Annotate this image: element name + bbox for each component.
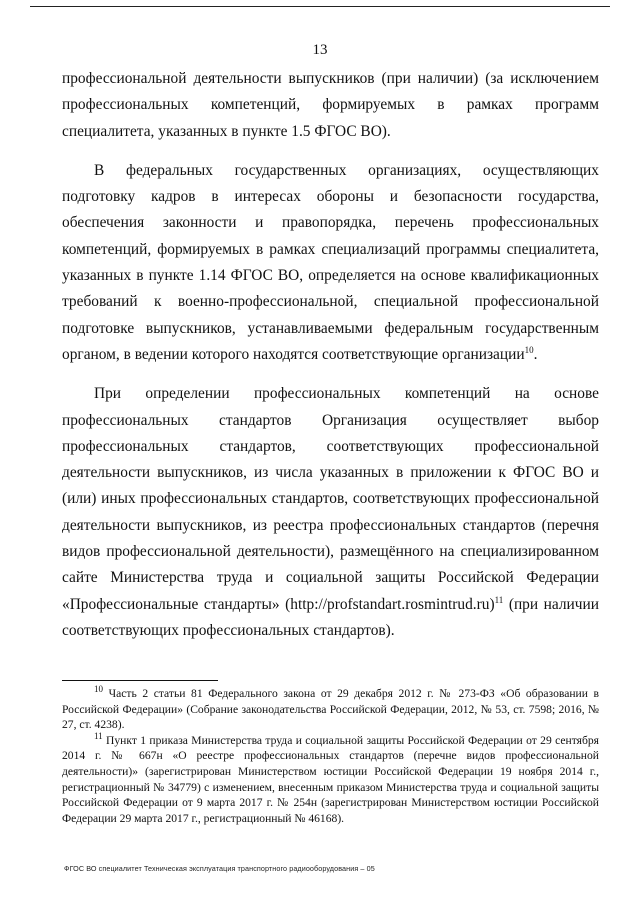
paragraph-text: В федеральных государственных организациях, осуществляющих подготовку кадров в интересах обороны и безопасности государства, обеспечения законности и правопорядка, перечень профессиональных компетенций, формируемых в рамках специализаций программы специалитета, указанных в пункте 1.14 ФГОС ВО, определяется на основе квалификационных требований к военно-профессиональной, специальной профессиональной подготовке выпускников, устанавливаемыми федеральным государственным органом, в ведении которого находятся соответствующие организации: [62, 161, 599, 363]
page-footer: ФГОС ВО специалитет Техническая эксплуатация транспортного радиооборудования – 05: [64, 864, 375, 873]
paragraph-professional-standards: [62, 381, 599, 644]
paragraph-tail: (при наличии соответствующих профессиональных стандартов).: [62, 595, 599, 639]
footnote-ref-11: 11: [494, 594, 504, 605]
paragraph-continuation: профессиональной деятельности выпускников (при наличии) (за исключением профессиональных компетенций, формируемых в рамках программ специалитета, указанных в пункте 1.5 ФГОС ВО).: [62, 70, 599, 140]
footnotes: [62, 686, 599, 826]
paragraph-text: При определении профессиональных компетенций на основе профессиональных стандартов Организация осуществляет выбор профессиональных стандартов, соответствующих профессиональной деятельности выпускников, из числа указанных в приложении к ФГОС ВО и (или) иных профессиональных стандартов, соответствующих профессиональной деятельности выпускников, из реестра профессиональных стандартов (перечня видов профессиональной деятельности), размещённого на специализированном сайте Министерства труда и социальной защиты Российской Федерации «Профессиональные стандарты» (http://profstandart.rosmintrud.ru): [62, 385, 599, 613]
footnote-11: [62, 730, 599, 827]
footnote-separator: [62, 680, 218, 681]
footnote-text: Пункт 1 приказа Министерства труда и социальной защиты Российской Федерации от 29 сентября 2014 г. № 667н «О реестре профессиональных стандартов (перечне видов профессиональной деятельности)» (зарегистрирован Министерством юстиции Российской Федерации 19 ноября 2014 г., регистрационный № 34779) с изменением, внесенным приказом Министерства труда и социальной защиты Российской Федерации от 9 марта 2017 г. № 254н (зарегистрирован Министерством юстиции Российской Федерации 29 марта 2017 г., регистрационный № 46168).: [62, 733, 599, 825]
paragraph-defense-organizations: [62, 158, 599, 368]
footnote-text: Часть 2 статьи 81 Федерального закона от 29 декабря 2012 г. № 273-ФЗ «Об образовании в Российской Федерации» (Собрание законодательства Российской Федерации, 2012, № 53, ст. 7598; 2016, № 27, ст. 4238).: [62, 687, 599, 732]
sentence-end: .: [533, 345, 538, 363]
footnote-ref-10: 10: [524, 344, 534, 355]
document-body: [62, 66, 599, 644]
footnote-mark: 11: [94, 730, 103, 741]
footnote-mark: 10: [94, 684, 103, 695]
footnote-10: [62, 686, 599, 733]
top-border-line: [30, 6, 610, 7]
page-number: 13: [312, 42, 328, 58]
